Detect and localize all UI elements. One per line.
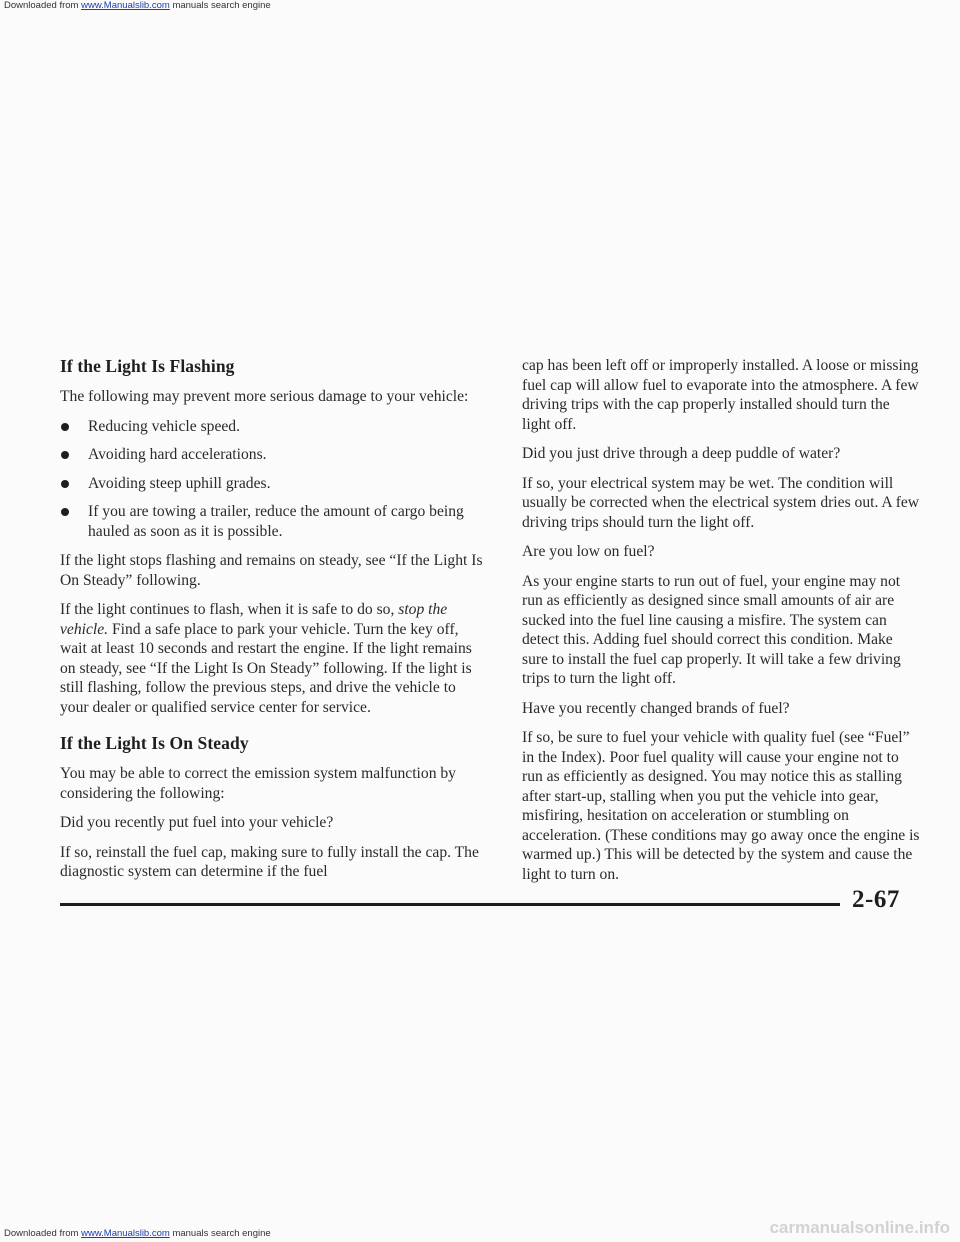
paragraph-electrical-wet: If so, your electrical system may be wet. The condition will usually be corrected when the electrical system dries out. A few driving trips should turn the light off. (522, 474, 920, 531)
list-item-text: Avoiding hard accelerations. (88, 446, 267, 463)
heading-light-flashing: If the Light Is Flashing (60, 356, 235, 376)
footer-prefix: Downloaded from (4, 1228, 82, 1239)
bullet-icon (61, 508, 69, 516)
footer-suffix: manuals search engine (169, 1228, 271, 1239)
stop-vehicle-emphasis: stop the vehicle. (60, 601, 448, 638)
list-item (60, 417, 484, 437)
footer-rule (60, 903, 840, 906)
watermark: carmanualsonline.info (769, 1218, 950, 1237)
question-changed-brands: Have you recently changed brands of fuel? (522, 699, 790, 717)
paragraph-continues-flashing (60, 600, 484, 717)
paragraph-correct-malfunction: You may be able to correct the emission system malfunction by considering the following: (60, 765, 456, 802)
page-number: 2-67 (852, 886, 900, 913)
paragraph-cap-installed: cap has been left off or improperly installed. A loose or missing fuel cap will allow fuel to evaporate into the atmosphere. A few driving trips with the cap properly installed should turn the light off. (522, 357, 919, 433)
header-prefix: Downloaded from (4, 0, 82, 11)
list-item (60, 474, 484, 494)
question-recent-fuel: Did you recently put fuel into your vehicle? (60, 814, 334, 831)
manualslib-footer-link[interactable]: www.Manualslib.com (81, 1228, 170, 1239)
list-item (60, 502, 484, 541)
right-column (522, 356, 922, 894)
list-item-text: Avoiding steep uphill grades. (88, 474, 271, 492)
left-column (60, 356, 484, 892)
bullet-icon (61, 423, 69, 431)
bullet-icon (61, 451, 69, 459)
download-header (0, 0, 960, 14)
bullet-list (60, 417, 484, 542)
manualslib-link[interactable]: www.Manualslib.com (81, 0, 170, 11)
list-item (60, 445, 484, 465)
paragraph-intro: The following may prevent more serious damage to your vehicle: (60, 388, 469, 405)
continues-text-b: Find a safe place to park your vehicle. Turn the key off, wait at least 10 seconds and restart the engine. If the light remains on steady, see “If the Light Is On Steady” following. If the light is still flashing, follow the previous steps, and drive the vehicle to your dealer or qualified service center for service. (60, 620, 472, 716)
paragraph-stops-flashing: If the light stops flashing and remains on steady, see “If the Light Is On Steady” following. (60, 552, 483, 589)
paragraph-reinstall-cap: If so, reinstall the fuel cap, making sure to fully install the cap. The diagnostic system can determine if the fuel (60, 843, 479, 880)
heading-light-steady: If the Light Is On Steady (60, 733, 249, 753)
header-suffix: manuals search engine (169, 0, 271, 11)
continues-text-a: If the light continues to flash, when it is safe to do so, (60, 601, 399, 618)
bullet-icon (61, 480, 69, 488)
list-item-text: If you are towing a trailer, reduce the amount of cargo being hauled as soon as it is possible. (88, 503, 464, 540)
list-item-text: Reducing vehicle speed. (88, 417, 240, 435)
question-puddle: Did you just drive through a deep puddle of water? (522, 445, 841, 462)
paragraph-run-out: As your engine starts to run out of fuel, your engine may not run as efficiently as designed since small amounts of air are sucked into the fuel line causing a misfire. The system can detect this. Adding fuel should correct this condition. Make sure to install the fuel cap properly. It will take a few driving trips to turn the light off. (522, 572, 901, 687)
question-low-fuel: Are you low on fuel? (522, 543, 655, 560)
paragraph-fuel-quality: If so, be sure to fuel your vehicle with quality fuel (see “Fuel” in the Index). Poor fuel quality will cause your engine not to run as efficiently as designed. You may notice this as stalling after start-up, stalling when you put the vehicle into gear, misfiring, hesitation on acceleration or stumbling on acceleration. (These conditions may go away once the engine is warmed up.) This will be detected by the system and cause the light to turn on. (522, 729, 920, 883)
